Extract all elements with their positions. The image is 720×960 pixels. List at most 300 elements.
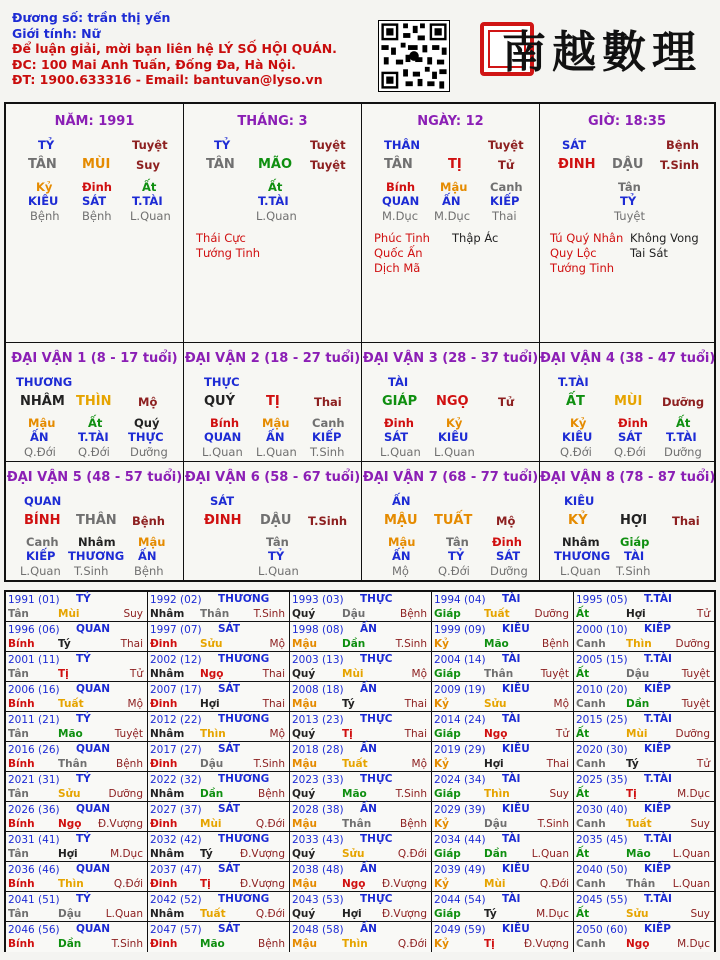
dai-van-can: GIÁP [382,394,418,409]
year-state: Bệnh [258,788,285,800]
brand-logo [480,12,710,82]
dai-van-chi: TỊ [266,394,280,409]
year-state: Tuyệt [681,698,710,710]
year-cell [290,832,432,862]
star-label: Tú Quý Nhân [550,231,624,245]
year-cell [432,802,574,832]
dai-van-title: ĐẠI VẬN 5 (48 - 57 tuổi) [6,470,183,485]
hidden-god: T.TÀI [78,430,109,444]
hidden-state: Q.Đới [78,445,110,459]
year-cell [574,682,714,712]
year-chi: Mão [342,788,367,800]
hidden-state: M.Dục [382,209,419,223]
year-chi: Sửu [342,848,365,860]
hidden-state: Q.Đới [614,445,646,459]
year-can: Bính [8,878,35,890]
year-god: QUAN [76,683,111,695]
year-state: M.Dục [677,938,710,950]
year-state: Đ.Vượng [381,878,427,890]
year-chi: Tị [342,728,353,740]
year-can: Canh [576,818,606,830]
year-state: T.Sinh [537,818,569,830]
year-state: T.Sinh [395,638,427,650]
year-god: KIÊU [502,623,530,635]
year-cell [290,712,432,742]
year-state: Q.Đới [255,818,285,830]
year-cell [574,742,714,772]
hidden-stem: Mậu [262,416,290,430]
year-god: TỶ [76,653,91,665]
year-cell [432,682,574,712]
year-label: 2048 (58) [292,924,344,936]
year-can: Quý [292,848,316,860]
year-chi: Dậu [626,668,650,680]
year-god: TỶ [76,593,91,605]
year-god: THỰC [360,833,393,845]
year-can: Nhâm [150,608,185,620]
year-label: 2006 (16) [8,684,60,696]
year-can: Giáp [434,848,461,860]
hidden-stem: Đinh [82,180,112,194]
dai-van-god: KIÊU [564,494,595,508]
year-god: QUAN [76,623,111,635]
year-chi: Mão [200,938,225,950]
hidden-god: T.TÀI [258,194,289,208]
year-chi: Tý [58,638,71,650]
pillar-can: ĐINH [558,157,596,172]
pillar-title: NĂM: 1991 [54,114,135,129]
year-god: THƯƠNG [218,593,270,605]
hidden-stem: Ất [142,180,157,194]
year-label: 2017 (27) [150,744,202,756]
year-can: Kỷ [434,878,449,890]
hidden-state: Thai [492,209,517,223]
year-can: Ất [576,908,590,920]
year-label: 2018 (28) [292,744,344,756]
pillars-grid [4,102,716,582]
dai-van-state: Dưỡng [662,395,705,409]
year-cell [574,592,714,622]
year-label: 1994 (04) [434,594,486,606]
year-chi: Hợi [58,848,78,860]
hidden-state: Tuyệt [614,209,645,223]
hidden-state: L.Quan [380,445,421,459]
star-label: Thái Cực [196,231,246,245]
year-cell [574,862,714,892]
pillar-top-god: SÁT [562,138,587,152]
year-god: ẤN [360,743,377,755]
year-state: Q.Đới [397,938,427,950]
year-label: 2024 (34) [434,774,486,786]
hidden-stem: Mậu [28,416,56,430]
hidden-state: L.Quan [256,445,297,459]
hidden-state: L.Quan [256,209,297,223]
year-label: 2034 (44) [434,834,486,846]
year-god: ẤN [360,863,377,875]
hidden-state: L.Quan [20,564,61,578]
year-cell [148,922,290,952]
hidden-god: ẤN [442,194,461,208]
year-can: Kỷ [434,758,449,770]
year-god: KIÊU [502,743,530,755]
year-label: 2050 (60) [576,924,628,936]
year-cell [6,742,148,772]
year-state: Suy [690,908,710,920]
hidden-state: Dưỡng [130,445,168,459]
year-chi: Thân [484,668,514,680]
year-chi: Mùi [58,608,80,620]
year-god: SÁT [218,803,241,815]
year-label: 2010 (20) [576,684,628,696]
hidden-state: Mộ [392,564,409,578]
dai-van-god: TÀI [388,375,409,389]
dai-van-title: ĐẠI VẬN 2 (18 - 27 tuổi) [184,351,361,366]
dai-van-state: Mộ [138,395,158,409]
year-god: T.TÀI [644,773,672,785]
year-state: Thai [404,698,427,710]
year-cell [148,802,290,832]
year-cell [148,772,290,802]
year-cell [290,892,432,922]
pillar-can: TÂN [206,157,235,172]
year-label: 2036 (46) [8,864,60,876]
hidden-god: ẤN [392,549,411,563]
hidden-stem: Ất [676,416,691,430]
pillar-can: TÂN [28,157,57,172]
year-label: 2009 (19) [434,684,486,696]
pillar-chi: TỊ [448,157,462,172]
hidden-state: Q.Đới [438,564,470,578]
year-state: Đ.Vượng [97,818,143,830]
year-god: TÀI [502,593,521,605]
year-god: TÀI [502,653,521,665]
year-chi: Tuất [58,698,84,710]
pillar-chi: MÙI [82,157,111,172]
dai-van-chi: THÂN [76,513,117,528]
year-state: Tử [129,668,143,680]
hidden-stem: Giáp [620,535,650,549]
hidden-stem: Tân [618,180,641,194]
year-state: Bệnh [400,818,427,830]
hidden-god: KIÊU [28,194,59,208]
year-god: ẤN [360,923,377,935]
year-god: KIẾP [644,863,671,875]
hidden-stem: Mậu [138,535,166,549]
hidden-god: SÁT [618,430,643,444]
year-label: 2008 (18) [292,684,344,696]
year-god: THỰC [360,773,393,785]
phone-email: ĐT: 1900.633316 - Email: bantuvan@lyso.vn [12,72,323,87]
year-label: 2027 (37) [150,804,202,816]
year-state: Bệnh [116,758,143,770]
year-state: M.Dục [536,908,569,920]
year-god: THỰC [360,653,393,665]
year-chi: Dậu [58,908,82,920]
year-label: 2014 (24) [434,714,486,726]
year-can: Nhâm [150,908,185,920]
year-cell [574,622,714,652]
year-can: Mậu [292,878,318,890]
year-label: 2020 (30) [576,744,628,756]
hidden-stem: Đinh [492,535,522,549]
dai-van-6 [184,462,362,581]
year-chi: Tý [484,908,497,920]
dai-van-can: KỶ [568,513,588,528]
star-label: Phúc Tinh [374,231,430,245]
year-chi: Tuất [342,758,368,770]
year-can: Tân [8,728,29,740]
year-label: 2046 (56) [8,924,60,936]
hidden-state: Bệnh [30,209,60,223]
dai-van-state: Tử [498,395,515,409]
year-cell [148,682,290,712]
year-chi: Thân [342,818,372,830]
year-label: 2025 (35) [576,774,628,786]
year-can: Tân [8,608,29,620]
pillar-top-state: Tuyệt [488,138,524,152]
year-label: 2039 (49) [434,864,486,876]
year-god: QUAN [76,803,111,815]
year-chi: Hợi [200,698,220,710]
year-can: Bính [8,758,35,770]
year-chi: Mùi [626,728,648,740]
owner-name: Đương số: trần thị yến [12,10,171,25]
hidden-state: T.Sinh [74,564,109,578]
year-state: L.Quan [672,848,710,860]
star-label: Tướng Tinh [550,261,615,275]
hidden-god: T.TÀI [666,430,697,444]
year-label: 2022 (32) [150,774,202,786]
year-can: Bính [8,638,35,650]
year-cell [574,832,714,862]
year-god: TỶ [76,713,91,725]
year-state: Tử [555,728,569,740]
year-god: TỶ [76,833,91,845]
year-state: Tử [696,758,710,770]
dai-van-can: NHÂM [20,394,65,409]
year-chi: Dậu [200,758,224,770]
year-chi: Dậu [484,818,508,830]
year-state: Bệnh [542,638,569,650]
hidden-state: L.Quan [560,564,601,578]
year-label: 2043 (53) [292,894,344,906]
year-can: Giáp [434,728,461,740]
hidden-stem: Đinh [618,416,648,430]
year-chi: Sửu [626,908,649,920]
pillar-hour [540,104,714,343]
hidden-state: T.Sinh [310,445,345,459]
year-god: T.TÀI [644,593,672,605]
year-state: Tuyệt [114,728,143,740]
year-label: 2013 (23) [292,714,344,726]
year-can: Đinh [150,938,178,950]
year-can: Ất [576,608,590,620]
year-cell [574,892,714,922]
year-cell [432,862,574,892]
hidden-god: KIÊU [438,430,469,444]
dai-van-god: THỰC [204,375,240,389]
year-god: THƯƠNG [218,893,270,905]
year-god: KIẾP [644,623,671,635]
year-god: THỰC [360,713,393,725]
year-can: Tân [8,668,29,680]
year-chi: Tuất [626,818,652,830]
year-label: 2015 (25) [576,714,628,726]
hidden-god: T.TÀI [132,194,163,208]
year-god: ẤN [360,683,377,695]
hidden-stem: Mậu [388,535,416,549]
year-cell [148,862,290,892]
year-cell [574,772,714,802]
year-can: Quý [292,668,316,680]
year-label: 2042 (52) [150,894,202,906]
year-can: Giáp [434,608,461,620]
hidden-stem: Nhâm [78,535,116,549]
dai-van-state: Thai [314,395,342,409]
year-state: Dưỡng [675,728,710,740]
year-state: Suy [549,788,569,800]
year-can: Mậu [292,698,318,710]
year-god: TÀI [502,893,521,905]
year-god: T.TÀI [644,893,672,905]
hidden-god: SÁT [496,549,521,563]
hidden-god: SÁT [384,430,409,444]
year-state: Bệnh [400,608,427,620]
dai-van-4 [540,343,714,462]
year-god: T.TÀI [644,653,672,665]
year-god: KIÊU [502,683,530,695]
pillar-top-state: Tuyệt [132,138,168,152]
year-cell [432,622,574,652]
year-cell [290,652,432,682]
star-label: Quy Lộc [550,246,597,260]
year-chi: Ngọ [58,818,82,830]
year-chi: Thìn [484,788,510,800]
year-can: Bính [8,818,35,830]
year-state: Thai [546,758,569,770]
year-cell [6,892,148,922]
pillar-year [6,104,184,343]
year-chi: Tị [200,878,211,890]
hidden-god: SÁT [82,194,107,208]
year-label: 2026 (36) [8,804,60,816]
hidden-stem: Đinh [384,416,414,430]
year-can: Mậu [292,818,318,830]
year-can: Canh [576,698,606,710]
year-chi: Dần [200,788,224,800]
year-chi: Tị [484,938,495,950]
year-chi: Hợi [484,758,504,770]
year-cell [574,712,714,742]
year-chi: Thân [58,758,88,770]
year-god: ẤN [360,623,377,635]
pillar-title: GIỜ: 18:35 [588,114,666,129]
year-cell [148,832,290,862]
year-cell [6,622,148,652]
year-state: Tuyệt [681,668,710,680]
year-god: QUAN [76,863,111,875]
year-state: Bệnh [258,938,285,950]
year-can: Canh [576,758,606,770]
year-can: Canh [576,938,606,950]
hidden-state: Dưỡng [664,445,702,459]
year-can: Ất [576,848,590,860]
year-can: Bính [8,938,35,950]
hidden-state: Bệnh [82,209,112,223]
year-can: Đinh [150,878,178,890]
pillar-top-state: Tuyệt [310,138,346,152]
year-god: T.TÀI [644,713,672,725]
year-state: T.Sinh [253,608,285,620]
year-state: Mộ [269,638,285,650]
year-label: 2033 (43) [292,834,344,846]
year-state: Đ.Vượng [239,878,285,890]
pillar-day [362,104,540,343]
year-cell [290,862,432,892]
year-label: 1993 (03) [292,594,344,606]
year-can: Đinh [150,638,178,650]
year-state: Mộ [411,758,427,770]
hidden-god: KIÊU [562,430,593,444]
dai-van-title: ĐẠI VẬN 8 (78 - 87 tuổi) [540,470,716,485]
hidden-state: L.Quan [258,564,299,578]
hidden-state: Dưỡng [490,564,528,578]
hidden-stem: Tân [266,535,289,549]
hidden-stem: Kỷ [570,416,587,430]
year-label: 2035 (45) [576,834,628,846]
year-state: Mộ [127,698,143,710]
year-cell [6,862,148,892]
year-cell [6,772,148,802]
year-label: 2041 (51) [8,894,60,906]
year-god: KIÊU [502,863,530,875]
star-label: Quốc Ấn [374,246,423,260]
year-can: Canh [576,638,606,650]
hidden-god: THỰC [128,430,164,444]
year-label: 2016 (26) [8,744,60,756]
year-cell [148,712,290,742]
year-state: Dưỡng [108,788,143,800]
year-chi: Dậu [342,608,366,620]
pillar-chi-state: Tử [498,158,515,172]
year-god: KIẾP [644,683,671,695]
pillar-chi-state: Tuyệt [310,158,346,172]
hidden-stem: Canh [490,180,523,194]
pillar-chi: DẬU [612,157,644,172]
year-cell [148,652,290,682]
hidden-god: ẤN [138,549,157,563]
hidden-stem: Kỷ [446,416,463,430]
hidden-stem: Kỷ [36,180,53,194]
year-god: SÁT [218,683,241,695]
dai-van-chi: MÙI [614,394,643,409]
year-state: Đ.Vượng [381,908,427,920]
year-god: SÁT [218,623,241,635]
year-label: 2037 (47) [150,864,202,876]
dai-van-state: T.Sinh [308,514,348,528]
year-chi: Tý [200,848,213,860]
year-cell [432,712,574,742]
year-state: Đ.Vượng [523,938,569,950]
pillar-chi-state: Suy [136,158,160,172]
dai-van-god: QUAN [24,494,62,508]
year-chi: Mùi [342,668,364,680]
hidden-god: TỶ [620,194,637,208]
pillar-top-god: TỶ [38,138,55,152]
year-cell [432,742,574,772]
year-cell [432,892,574,922]
dai-van-chi: NGỌ [436,394,469,409]
